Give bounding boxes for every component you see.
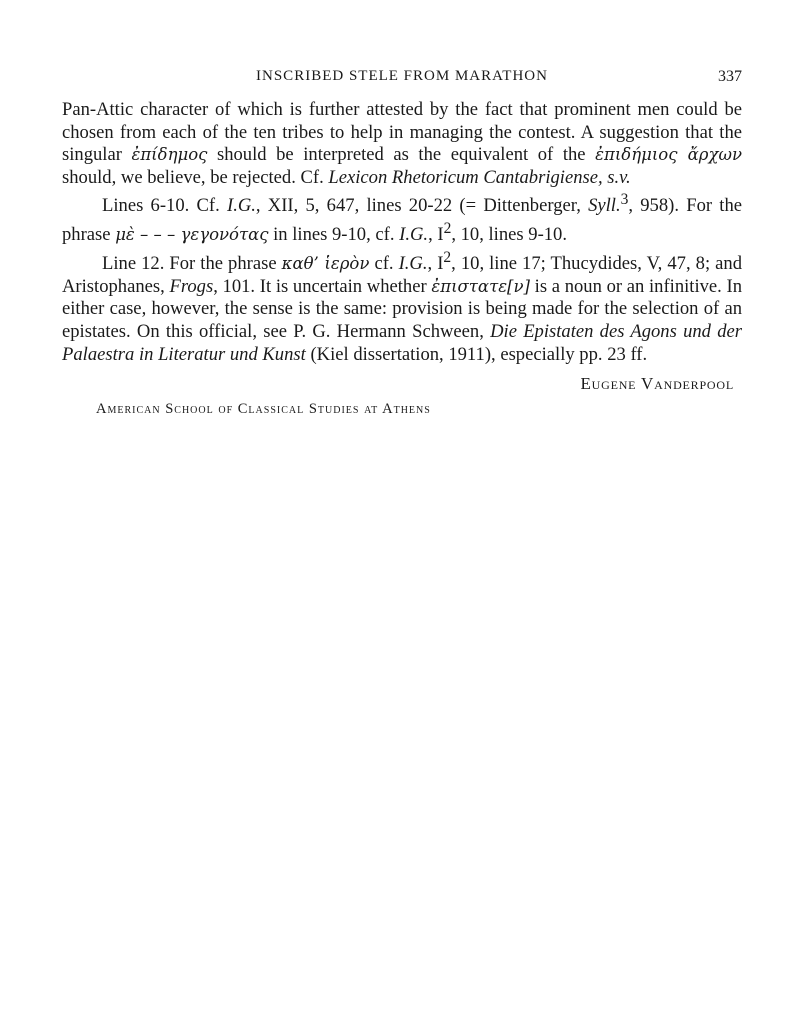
- text-run: , 10, lines 9-10.: [451, 224, 567, 246]
- greek-term: καθ’ ἱερὸν: [281, 254, 370, 274]
- superscript: 2: [443, 220, 452, 238]
- running-title: INSCRIBED STELE FROM MARATHON: [256, 68, 548, 84]
- citation-abbrev: I.G.: [399, 224, 429, 246]
- superscript: 2: [443, 248, 452, 266]
- greek-term: ἐπίδημος: [131, 145, 208, 165]
- text-run: , I: [428, 224, 444, 246]
- superscript: 3: [620, 191, 629, 209]
- citation-title: Frogs: [169, 275, 214, 297]
- text-run: in lines 9-10, cf.: [268, 224, 400, 246]
- text-run: cf.: [369, 253, 399, 275]
- citation-abbrev: Syll.: [588, 195, 621, 217]
- text-run: should, we believe, be rejected. Cf.: [62, 166, 329, 188]
- paragraph-3: [62, 247, 742, 366]
- citation-abbrev: I.G.: [398, 253, 428, 275]
- greek-term: μὲ – – – γεγονότας: [115, 225, 269, 245]
- running-head: [62, 68, 742, 92]
- text-run: Pan-Attic character of which is further attested by the fact that prominent men could be chosen from each of the ten tribes to help in managing the contest. A suggestion that the singular: [62, 99, 742, 166]
- page-number: 337: [718, 68, 742, 85]
- text-run: , XII, 5, 647, lines 20-22 (= Dittenberger,: [255, 195, 589, 217]
- author-signature: Eugene Vanderpool: [580, 374, 734, 393]
- text-run: is a noun or an infinitive. In either case, however, the sense is the same: provision is being made for the selection of an epistates. On this official, see P. G. Hermann Schween,: [62, 275, 742, 342]
- text-run: , 101. It is uncertain whether: [213, 275, 432, 297]
- paragraph-2: [62, 189, 742, 247]
- citation-title: Lexicon Rhetoricum Cantabrigiense, s.v.: [328, 166, 631, 188]
- text-run: should be interpreted as the equivalent of the: [207, 144, 596, 166]
- text-run: (Kiel dissertation, 1911), especially pp. 23 ff.: [305, 343, 648, 365]
- author-affiliation: American School of Classical Studies at Athens: [96, 401, 431, 417]
- text-run: , I: [427, 253, 444, 275]
- greek-term: ἐπιδήμιος ἄρχων: [595, 145, 742, 165]
- text-run: , 10, line 17; Thucydides, V, 47, 8; and Aristophanes,: [62, 253, 743, 297]
- text-run: Lines 6-10. Cf.: [102, 195, 227, 217]
- text-run: , 958). For the phrase: [62, 195, 743, 246]
- paragraph-1: [62, 99, 742, 189]
- text-run: Line 12. For the phrase: [102, 253, 282, 275]
- greek-term: ἐπιστατε[ν]: [431, 276, 530, 296]
- citation-title: Die Epistaten des Agons und der Palaestra in Literatur und Kunst: [62, 320, 742, 365]
- citation-abbrev: I.G.: [227, 195, 256, 217]
- body-text: [62, 99, 742, 366]
